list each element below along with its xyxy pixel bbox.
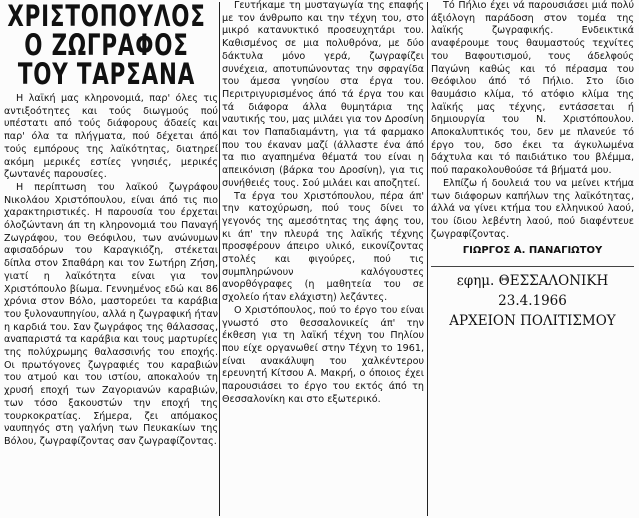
column-3 — [431, 0, 634, 331]
headline-line-3: ΤΟΥ ΤΑΡΣΑΝΑ — [17, 57, 196, 91]
divider — [431, 266, 634, 267]
headline-line-2: Ο ΖΩΓΡΑΦΟΣ — [24, 28, 189, 62]
paragraph: Ο Χριστόπουλος, πού το έργο του είναι γνωστό στο θεσσαλονικείς άπ' την έκθεση για τη λαϊκή τέχνη του Πηλίου που είχε οργανωθεί στην Τέχνη το 1961, είναι ανακάλυψη του χαλκέντερου ερευνητή Κίτσου Α. Μακρή, ο όποιος έχει παρουσιάσει το έργο του εκτός άπό τη Θεσσαλονίκη και στο εξωτερικό. — [222, 304, 424, 405]
paragraph: Γευτήκαμε τη μυσταγωγία της επαφής με τον άνθρωπο και την τέχνη του, στο μικρό κατανυκτικό προσευχητάρι του. Καθισμένος σε μια πολυθρόνα, με δύο δάκτυλα μόνο γερά, ζωγραφίζει συνέχεια, αποτυπώνοντας την σφραγίδα του άμεσα γνησίου στα έργα του. Περιτριγυρισμένος άπό τά έργα του και τά διάφορα άλλα θυμητάρια της ναυτικής του, μας μιλάει για τον Δροσίνη και τον Παπαδιαμάντη, για τά φαρμακο που του έκαναν μαζί (άλλαστε ένα άπό τα πιο αγαπημένα θέματά του είναι η απεικόνιση (βάρκα του Δροσίνη), για τις συνήθειές τους. Σού μιλάει και αποζητεί. — [222, 0, 424, 189]
source-archive: ΑΡΧΕΙΟΝ ΠΟΛΙΤΙΣΜΟΥ — [449, 313, 616, 330]
paragraph: Η λαϊκή μας κληρονομιά, παρ' όλες τις αντιξοότητες και τούς διωγμούς πού υπέστατι από τούς διάφορους άδαείς και παρ' όλα τα πλήγματα, πού δέχεται άπό τούς εμπόρους της λαϊκότητας, διατηρεί ακόμη μερικές εστίες γνησιές, μερικές ζωντανές παρουσίες. — [4, 93, 218, 181]
author-signature: ΓΙΩΡΓΟΣ Α. ΠΑΝΑΓΙΩΤΟΥ — [462, 245, 603, 257]
column-1 — [4, 0, 218, 449]
headline-line-1: ΧΡΙΣΤΟΠΟΥΛΟΣ — [7, 0, 206, 33]
paragraph: Ελπίζω ή δουλειά του να μείνει κτήμα των διάφορων καπήλων της λαϊκότητας, άλλά να γίνει κτήμα του ελληνικού λαού, του ίδιου λεβέντη λαού, πού διαφέντευε ζωγραφίζοντας. — [431, 177, 634, 240]
paragraph: Τό Πήλιο έχει νά παρουσιάσει μιά πολύ άξιόλογη παράδοση στον τομέα της λαϊκής ζωγραφικής. Ενδεικτικά αναφέρουμε τους θαυμαστούς τεχνίτες του Βαφουτισμού, τους άδελφούς Παγώνη καθώς και τό πέρασμα του Θεόφιλου άπό τό Πήλιο. Στο ίδιο θαυμάσιο κλίμα, τό ατόφιο κλίμα της λαϊκής μας τέχνης, εντάσσεται ή δημιουργία του Ν. Χριστόπουλου. Αποκαλυπτικός του, δεν με πλανεύε τό έργο του, δσο έκει τα άγκυλωμένα δάχτυλα και τό παιδιάτικο του βλέμμα, πού παρακολουθούσε τά βήματά μου. — [431, 0, 634, 177]
headline — [4, 2, 209, 89]
source-caption — [431, 271, 634, 331]
source-date: 23.4.1966 — [498, 293, 567, 310]
paragraph: Η περίπτωση του λαϊκού ζωγράφου Νικολάου Χριστόπουλου, είναι άπό τις πιο χαρακτηριστικές. Η παρουσία του έρχεται όλοζώντανη άπ τη κληρονομιά του Παναγή Ζωγράφου, του Θεόφιλου, των ανώνυμων αφισαδόρων του Καραγκιόζη, στέκεται δίπλα στον Σπαθάρη και τον Σωτήρη Ζήση, γιατί η λαϊκότητα είναι για τον Χριστόπουλο βίωμα. Γεννημένος εδώ και 86 χρόνια στον Βόλο, μαστορεύει τα καράβια του ξυλοναυπηγίου, αλλά η ζωγραφική ήταν η καρδιά του. Σαν ζωγράφος της θάλασσας, αναπαριστά τα καράβια και τους μαρτυρίες της πολύχρωμης θαλασσινής του εποχής. Οι πρωτόγονες ζωγραφιές του καραβιών του ατμού και του ιστίου, αποκαλούν τη χρυσή εποχή των Ζαγοριανών καραβιών, των τόσο ξακουστών την εποχή της τουρκοκρατίας. Σήμερα, ζει απόμακος ναυπηγός στη γαλήνη των Πευκακίων της Βόλου, ζωγραφίζοντας σαν ζωγραφίζοντας. — [4, 181, 218, 447]
column-rule — [219, 2, 220, 516]
source-newspaper: εφημ. ΘΕΣΣΑΛΟΝΙΚΗ — [456, 273, 609, 290]
column-2 — [222, 0, 424, 407]
paragraph: Τα έργα του Χριστόπουλου, πέρα άπ' την κατοχύρωση, πού τους δίνει το γεγονός της αμεσότητας της άφης του, κι άπ' την πλευρά της λαϊκής τέχνης προσφέρουν άπειρο υλικό, εικονίζοντας στολές και φιγούρες, πού τις συμπληρώνουν καλόγουστες ανορθόγραφες (η μαθητεία του σε σχολείο ήταν ελάχιστη) λεζάντες. — [222, 190, 424, 304]
column-rule — [427, 2, 428, 516]
